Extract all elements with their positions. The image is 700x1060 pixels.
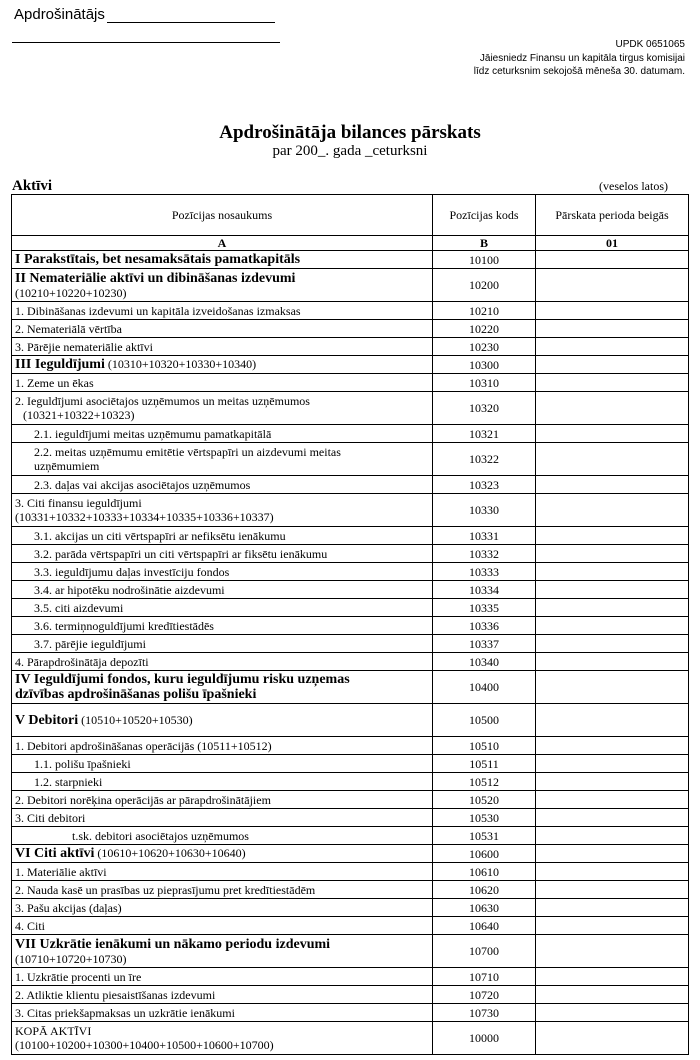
row-value-field[interactable] xyxy=(536,527,689,545)
table-row xyxy=(12,881,689,899)
row-label: t.sk. debitori asociētajos uzņēmumos xyxy=(72,828,249,843)
row-code: 10310 xyxy=(433,374,536,392)
row-code: 10512 xyxy=(433,773,536,791)
row-value-field[interactable] xyxy=(536,338,689,356)
row-code: 10000 xyxy=(433,1022,536,1055)
row-value-field[interactable] xyxy=(536,845,689,863)
row-name xyxy=(12,968,433,986)
row-label: 2.1. ieguldījumi meitas uzņēmumu pamatkapitālā xyxy=(34,426,272,441)
letter-c: 01 xyxy=(536,236,689,251)
row-label: 3. Pašu akcijas (daļas) xyxy=(15,900,122,915)
row-name xyxy=(12,653,433,671)
row-label: 2. Ieguldījumi asociētajos uzņēmumos un meitas uzņēmumos xyxy=(15,394,310,408)
row-name xyxy=(12,737,433,755)
row-code: 10323 xyxy=(433,476,536,494)
row-code: 10620 xyxy=(433,881,536,899)
row-name xyxy=(12,881,433,899)
row-code: 10321 xyxy=(433,425,536,443)
row-value-field[interactable] xyxy=(536,1022,689,1055)
insurer-name-line xyxy=(107,22,275,23)
row-name xyxy=(12,935,433,968)
row-name xyxy=(12,986,433,1004)
table-row xyxy=(12,986,689,1004)
table-row xyxy=(12,704,689,737)
row-name xyxy=(12,617,433,635)
row-label: 4. Citi xyxy=(15,918,46,933)
table-row xyxy=(12,968,689,986)
table-row xyxy=(12,845,689,863)
row-title: VII Uzkrātie ienākumi un nākamo periodu izdevumi xyxy=(15,936,331,952)
row-code: 10334 xyxy=(433,581,536,599)
row-value-field[interactable] xyxy=(536,671,689,704)
row-value-field[interactable] xyxy=(536,545,689,563)
row-value-field[interactable] xyxy=(536,563,689,581)
page-title: Apdrošinātāja bilances pārskats xyxy=(219,122,481,143)
row-formula: (10331+10332+10333+10334+10335+10336+10337) xyxy=(15,510,274,524)
row-formula: (10321+10322+10323) xyxy=(23,408,135,422)
row-value-field[interactable] xyxy=(536,809,689,827)
row-code: 10510 xyxy=(433,737,536,755)
row-name xyxy=(12,791,433,809)
table-header-row xyxy=(12,195,689,236)
row-name xyxy=(12,755,433,773)
table-row xyxy=(12,476,689,494)
row-label: 1. Materiālie aktīvi xyxy=(15,864,107,879)
row-code: 10337 xyxy=(433,635,536,653)
letter-a: A xyxy=(12,236,433,251)
row-code: 10730 xyxy=(433,1004,536,1022)
row-code: 10520 xyxy=(433,791,536,809)
row-name xyxy=(12,545,433,563)
row-code: 10332 xyxy=(433,545,536,563)
row-code: 10300 xyxy=(433,356,536,374)
row-label: 3.4. ar hipotēku nodrošinātie aizdevumi xyxy=(34,582,225,597)
row-code: 10220 xyxy=(433,320,536,338)
row-code: 10200 xyxy=(433,269,536,302)
row-value-field[interactable] xyxy=(536,443,689,476)
row-value-field[interactable] xyxy=(536,251,689,269)
row-value-field[interactable] xyxy=(536,269,689,302)
row-label: 1.2. starpnieki xyxy=(34,774,103,789)
row-name xyxy=(12,302,433,320)
row-value-field[interactable] xyxy=(536,494,689,527)
table-row xyxy=(12,773,689,791)
row-value-field[interactable] xyxy=(536,773,689,791)
submit-note-2: līdz ceturksnim sekojošā mēneša 30. datumam. xyxy=(473,66,685,77)
table-row xyxy=(12,737,689,755)
col-name-header: Pozīcijas nosaukums xyxy=(12,195,433,236)
row-formula: uzņēmumiem xyxy=(34,459,100,473)
row-code: 10320 xyxy=(433,392,536,425)
row-label: 1.1. polišu īpašnieki xyxy=(34,756,131,771)
table-row xyxy=(12,392,689,425)
table-row xyxy=(12,269,689,302)
table-row xyxy=(12,755,689,773)
form-code: UPDK 0651065 xyxy=(615,39,685,50)
table-letter-row xyxy=(12,236,689,251)
form-code-block xyxy=(474,38,685,79)
row-title: III Ieguldījumi xyxy=(15,357,105,372)
row-name xyxy=(12,476,433,494)
row-name xyxy=(12,827,433,845)
row-title: I Parakstītais, bet nesamaksātais pamatkapitāls xyxy=(15,252,301,267)
col-code-header: Pozīcijas kods xyxy=(433,195,536,236)
table-row xyxy=(12,653,689,671)
row-value-field[interactable] xyxy=(536,899,689,917)
table-row xyxy=(12,545,689,563)
row-formula: (10100+10200+10300+10400+10500+10600+10700) xyxy=(15,1038,274,1052)
row-name xyxy=(12,338,433,356)
row-value-field[interactable] xyxy=(536,704,689,737)
insurer-name-line-2 xyxy=(12,42,280,43)
row-title: V Debitori xyxy=(15,712,79,728)
balance-table xyxy=(11,194,689,1055)
table-row xyxy=(12,635,689,653)
row-value-field[interactable] xyxy=(536,425,689,443)
row-label: 2. Atliktie klientu piesaistīšanas izdevumi xyxy=(15,987,216,1002)
row-label: 2.2. meitas uzņēmumu emitētie vērtspapīri un aizdevumi meitas xyxy=(34,445,341,459)
row-code: 10100 xyxy=(433,251,536,269)
row-value-field[interactable] xyxy=(536,737,689,755)
row-formula: (10710+10720+10730) xyxy=(15,951,127,966)
row-label: 2. Debitori norēķina operācijās ar pārapdrošinātājiem xyxy=(15,792,271,807)
row-value-field[interactable] xyxy=(536,863,689,881)
row-value-field[interactable] xyxy=(536,476,689,494)
row-name xyxy=(12,917,433,935)
row-value-field[interactable] xyxy=(536,599,689,617)
section-label: Aktīvi xyxy=(12,178,53,194)
row-title: II Nemateriālie aktīvi un dibināšanas izdevumi xyxy=(15,270,296,286)
row-name xyxy=(12,809,433,827)
units-note: (veselos latos) xyxy=(599,179,668,193)
table-row xyxy=(12,563,689,581)
table-row xyxy=(12,791,689,809)
table-row xyxy=(12,443,689,476)
row-name xyxy=(12,635,433,653)
row-label: 3. Citi debitori xyxy=(15,810,86,825)
row-value-field[interactable] xyxy=(536,1004,689,1022)
row-value-field[interactable] xyxy=(536,356,689,374)
row-value-field[interactable] xyxy=(536,968,689,986)
row-value-field[interactable] xyxy=(536,374,689,392)
row-name xyxy=(12,704,433,737)
row-name xyxy=(12,899,433,917)
row-value-field[interactable] xyxy=(536,392,689,425)
col-period-header: Pārskata perioda beigās xyxy=(536,195,689,236)
row-code: 10210 xyxy=(433,302,536,320)
row-code: 10335 xyxy=(433,599,536,617)
row-code: 10340 xyxy=(433,653,536,671)
row-code: 10531 xyxy=(433,827,536,845)
row-value-field[interactable] xyxy=(536,755,689,773)
row-value-field[interactable] xyxy=(536,986,689,1004)
letter-b: B xyxy=(433,236,536,251)
row-label: 3.6. termiņnoguldījumi kredītiestādēs xyxy=(34,618,214,633)
table-row xyxy=(12,617,689,635)
row-code: 10720 xyxy=(433,986,536,1004)
row-name xyxy=(12,581,433,599)
row-name xyxy=(12,563,433,581)
row-name xyxy=(12,494,433,527)
row-code: 10336 xyxy=(433,617,536,635)
row-code: 10230 xyxy=(433,338,536,356)
row-name xyxy=(12,863,433,881)
row-name xyxy=(12,599,433,617)
row-name xyxy=(12,845,433,863)
row-label: 3.1. akcijas un citi vērtspapīri ar nefiksētu ienākumu xyxy=(34,528,286,543)
row-label: 2. Nauda kasē un prasības uz pieprasījumu pret kredītiestādēm xyxy=(15,882,316,897)
row-value-field[interactable] xyxy=(536,653,689,671)
table-row xyxy=(12,1004,689,1022)
row-code: 10700 xyxy=(433,935,536,968)
table-row xyxy=(12,494,689,527)
row-label: 1. Debitori apdrošināšanas operācijās (10511+10512) xyxy=(15,738,272,753)
row-formula: (10510+10520+10530) xyxy=(81,712,193,727)
table-row xyxy=(12,356,689,374)
row-name xyxy=(12,392,433,425)
row-name xyxy=(12,1004,433,1022)
row-value-field[interactable] xyxy=(536,917,689,935)
table-row xyxy=(12,302,689,320)
row-name xyxy=(12,320,433,338)
row-label: 3.2. parāda vērtspapīri un citi vērtspapīri ar fiksētu ienākumu xyxy=(34,546,328,561)
row-name xyxy=(12,269,433,302)
row-code: 10640 xyxy=(433,917,536,935)
row-code: 10710 xyxy=(433,968,536,986)
row-label: 3. Citas priekšapmaksas un uzkrātie ienākumi xyxy=(15,1005,235,1020)
table-row xyxy=(12,1022,689,1055)
row-code: 10331 xyxy=(433,527,536,545)
row-name xyxy=(12,251,433,269)
row-value-field[interactable] xyxy=(536,881,689,899)
row-label: KOPĀ AKTĪVI xyxy=(15,1024,92,1038)
table-row xyxy=(12,425,689,443)
row-code: 10530 xyxy=(433,809,536,827)
row-title: IV Ieguldījumi fondos, kuru ieguldījumu risku uzņemas xyxy=(15,672,350,687)
row-name xyxy=(12,443,433,476)
table-row xyxy=(12,599,689,617)
row-value-field[interactable] xyxy=(536,935,689,968)
row-formula: (10310+10320+10330+10340) xyxy=(107,357,257,371)
row-label: 2. Nemateriālā vērtība xyxy=(15,321,122,336)
table-row xyxy=(12,581,689,599)
row-name xyxy=(12,1022,433,1055)
row-formula: (10610+10620+10630+10640) xyxy=(97,846,246,860)
table-row xyxy=(12,899,689,917)
row-formula: (10210+10220+10230) xyxy=(15,285,127,300)
table-row xyxy=(12,671,689,704)
table-row xyxy=(12,527,689,545)
row-label: 3.5. citi aizdevumi xyxy=(34,600,124,615)
row-value-field[interactable] xyxy=(536,635,689,653)
row-code: 10500 xyxy=(433,704,536,737)
row-code: 10330 xyxy=(433,494,536,527)
row-name xyxy=(12,425,433,443)
row-name xyxy=(12,527,433,545)
row-code: 10400 xyxy=(433,671,536,704)
row-value-field[interactable] xyxy=(536,581,689,599)
table-row xyxy=(12,935,689,968)
table-row xyxy=(12,338,689,356)
row-label: 1. Uzkrātie procenti un īre xyxy=(15,969,142,984)
row-value-field[interactable] xyxy=(536,827,689,845)
row-value-field[interactable] xyxy=(536,617,689,635)
row-name xyxy=(12,374,433,392)
table-row xyxy=(12,374,689,392)
row-name xyxy=(12,356,433,374)
row-label: 4. Pārapdrošinātāja depozīti xyxy=(15,654,149,669)
page-subtitle: par 200_. gada _ceturksni xyxy=(272,143,428,159)
row-code: 10610 xyxy=(433,863,536,881)
submit-note-1: Jāiesniedz Finansu un kapitāla tirgus komisijai xyxy=(479,52,685,64)
row-label: 3.7. pārējie ieguldījumi xyxy=(34,636,146,651)
table-row xyxy=(12,863,689,881)
row-title: VI Citi aktīvi xyxy=(15,846,95,861)
row-title-cont: dzīvības apdrošināšanas polišu īpašnieki xyxy=(15,687,257,702)
table-row xyxy=(12,827,689,845)
row-name xyxy=(12,773,433,791)
table-row xyxy=(12,917,689,935)
row-name xyxy=(12,671,433,704)
row-code: 10511 xyxy=(433,755,536,773)
table-row xyxy=(12,251,689,269)
table-row xyxy=(12,809,689,827)
table-row xyxy=(12,320,689,338)
row-code: 10333 xyxy=(433,563,536,581)
row-label: 1. Zeme un ēkas xyxy=(15,375,94,390)
row-label: 3. Pārējie nemateriālie aktīvi xyxy=(15,339,153,354)
row-code: 10630 xyxy=(433,899,536,917)
row-label: 1. Dibināšanas izdevumi un kapitāla izveidošanas izmaksas xyxy=(15,303,301,318)
row-label: 2.3. daļas vai akcijas asociētajos uzņēmumos xyxy=(34,477,251,492)
row-label: 3. Citi finansu ieguldījumi xyxy=(15,496,142,510)
row-code: 10600 xyxy=(433,845,536,863)
insurer-label: Apdrošinātājs xyxy=(14,6,105,23)
row-value-field[interactable] xyxy=(536,320,689,338)
row-value-field[interactable] xyxy=(536,791,689,809)
row-label: 3.3. ieguldījumu daļas investīciju fondos xyxy=(34,564,230,579)
row-value-field[interactable] xyxy=(536,302,689,320)
row-code: 10322 xyxy=(433,443,536,476)
